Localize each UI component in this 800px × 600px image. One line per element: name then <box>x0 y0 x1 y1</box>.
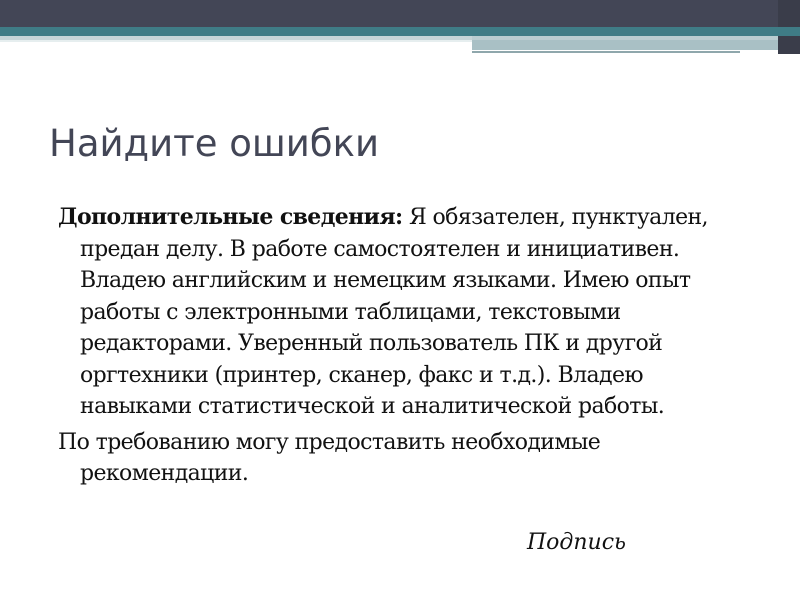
header-band-pale <box>0 40 472 42</box>
header-band-teal <box>0 27 800 36</box>
additional-info-label: Дополнительные сведения: <box>58 204 403 230</box>
signature-label: Подпись <box>527 530 627 555</box>
slide-body <box>58 202 738 494</box>
header-band-line <box>472 50 778 51</box>
additional-info-text: Я обязателен, пунктуален, предан делу. В работе самостоятелен и инициативен. Владею английским и немецким языками. Имею опыт работы с электронными таблицами, текстовыми редакторами. Уверенный пользователь ПК и другой оргтехники (принтер, сканер, факс и т.д.). Владею навыками статистической и аналитической работы. <box>80 205 708 419</box>
slide-title: Найдите ошибки <box>49 122 380 165</box>
additional-info-paragraph <box>58 202 738 423</box>
header-band-dark <box>0 0 800 27</box>
header-band-mid <box>472 40 778 50</box>
recommendations-paragraph: По требованию могу предоставить необходимые рекомендации. <box>58 429 601 486</box>
